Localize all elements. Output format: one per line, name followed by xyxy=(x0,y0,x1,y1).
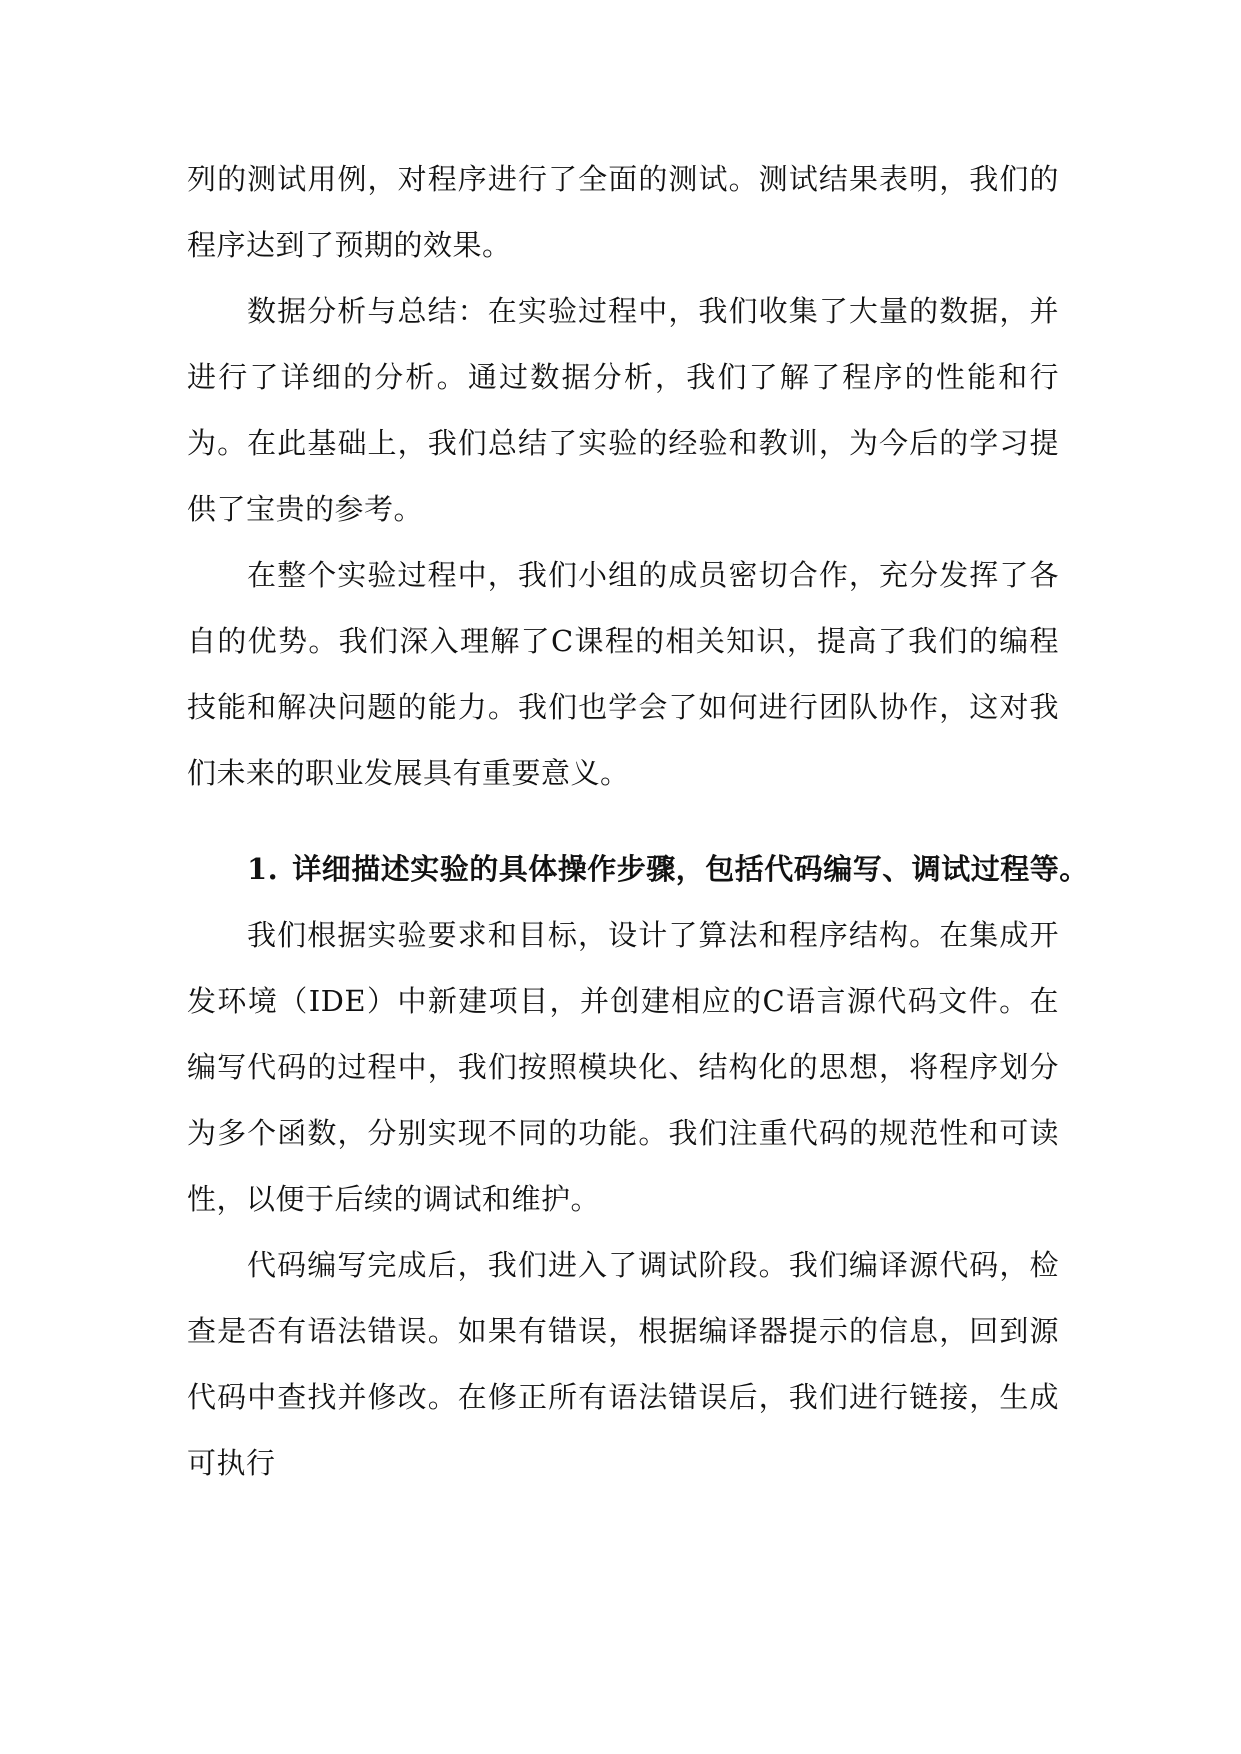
section-number: 1. xyxy=(247,852,279,886)
paragraph-data-analysis: 数据分析与总结：在实验过程中，我们收集了大量的数据，并进行了详细的分析。通过数据分析，我们了解了程序的性能和行为。在此基础上，我们总结了实验的经验和教训，为今后的学习提供了宝贵的参考。 xyxy=(187,294,1059,526)
paragraph-teamwork: 在整个实验过程中，我们小组的成员密切合作，充分发挥了各自的优势。我们深入理解了C课程的相关知识，提高了我们的编程技能和解决问题的能力。我们也学会了如何进行团队协作，这对我们未来的职业发展具有重要意义。 xyxy=(187,558,1059,790)
paragraph-debugging: 代码编写完成后，我们进入了调试阶段。我们编译源代码，检查是否有语法错误。如果有错误，根据编译器提示的信息，回到源代码中查找并修改。在修正所有语法错误后，我们进行链接，生成可执行 xyxy=(187,1248,1059,1480)
document-body xyxy=(187,146,1089,1496)
paragraph-continuation: 列的测试用例，对程序进行了全面的测试。测试结果表明，我们的程序达到了预期的效果。 xyxy=(187,162,1059,262)
section-title: 详细描述实验的具体操作步骤，包括代码编写、调试过程等。 xyxy=(292,852,1089,886)
section-heading xyxy=(187,836,1089,902)
paragraph-code-writing: 我们根据实验要求和目标，设计了算法和程序结构。在集成开发环境（IDE）中新建项目，并创建相应的C语言源代码文件。在编写代码的过程中，我们按照模块化、结构化的思想，将程序划分为多个函数，分别实现不同的功能。我们注重代码的规范性和可读性，以便于后续的调试和维护。 xyxy=(187,918,1059,1216)
